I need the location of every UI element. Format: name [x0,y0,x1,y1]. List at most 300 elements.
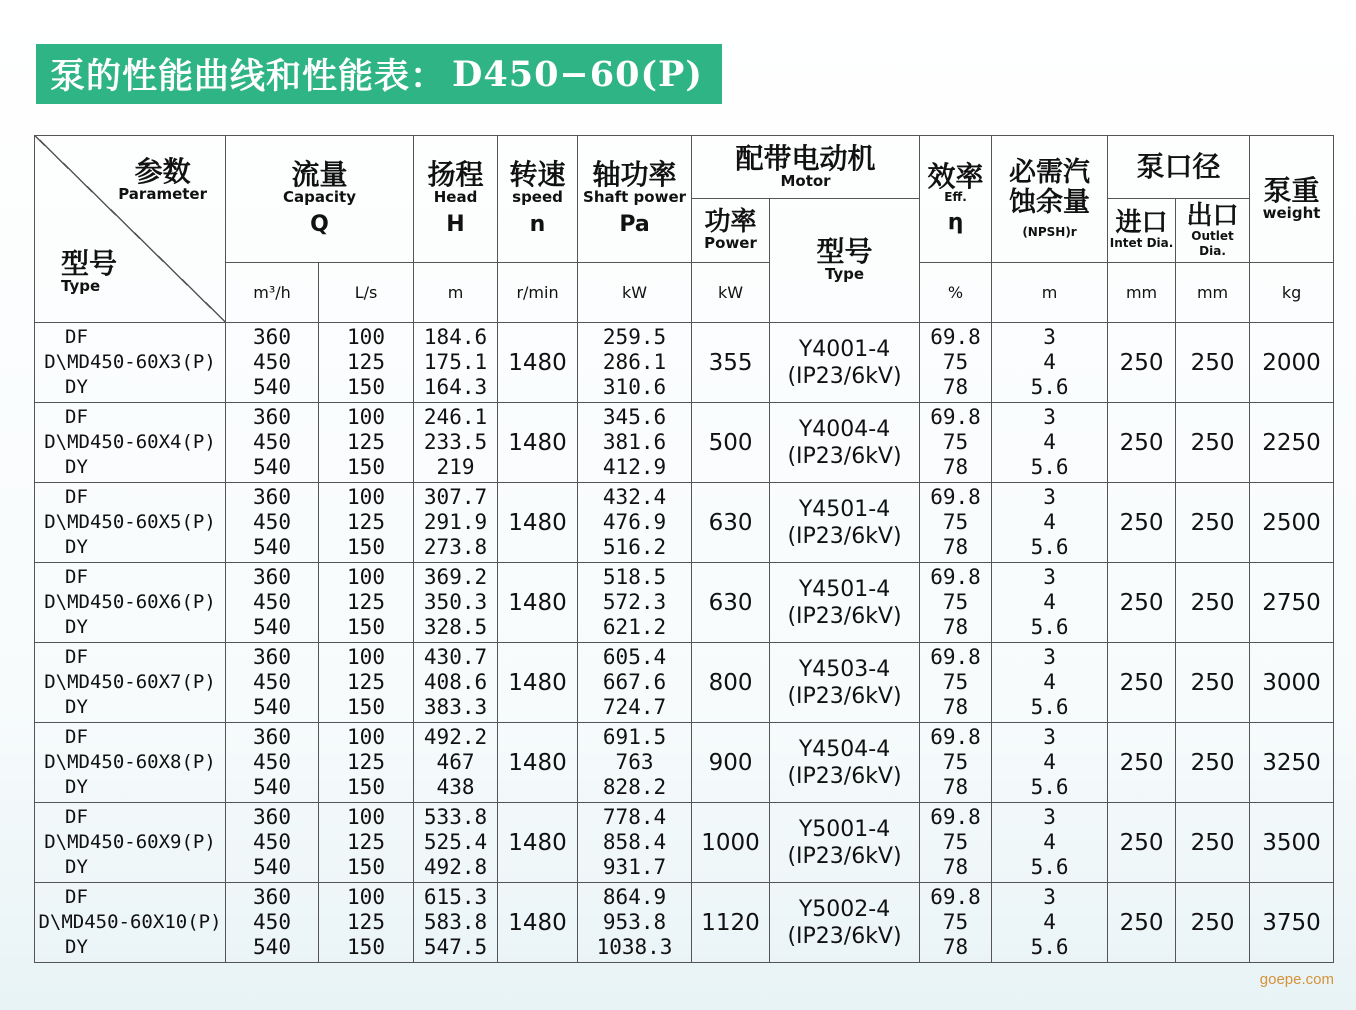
model-suffix: DY [65,696,88,718]
table-row [35,323,1334,403]
npsh-cell [992,483,1108,563]
shaft-power-cell-value: 286.1 [602,350,667,374]
motor-type: Y4503-4 [798,656,891,682]
head-cell-value: 184.6 [423,325,488,349]
flow-m3h-cell-value: 450 [253,590,291,614]
header-port-zh: 泵口径 [1136,150,1221,183]
header-shaft-power [578,136,692,263]
npsh-cell-value: 3 [1043,405,1056,429]
motor-spec: (IP23/6kV) [787,603,902,629]
efficiency-cell [920,403,992,483]
speed-cell: 1480 [498,483,578,563]
npsh-cell [992,563,1108,643]
motor-type: Y4001-4 [798,336,891,362]
flow-m3h-cell-value: 450 [253,830,291,854]
weight-cell: 3000 [1250,643,1334,723]
motor-spec: (IP23/6kV) [787,683,902,709]
motor-type: Y4504-4 [798,736,891,762]
efficiency-cell-value: 69.8 [930,725,981,749]
flow-ls-cell-value: 100 [347,485,385,509]
efficiency-cell-value: 78 [942,695,969,719]
npsh-cell-value: 5.6 [1030,775,1069,799]
model-cell [35,483,226,563]
weight-cell: 2000 [1250,323,1334,403]
speed-cell: 1480 [498,723,578,803]
flow-m3h-cell-value: 540 [253,855,291,879]
flow-ls-cell [319,803,414,883]
flow-m3h-cell [226,883,319,963]
shaft-power-cell [578,803,692,883]
efficiency-cell-value: 75 [942,350,969,374]
model-cell [35,563,226,643]
npsh-cell-value: 3 [1043,805,1056,829]
model-suffix: DY [65,536,88,558]
speed-cell: 1480 [498,643,578,723]
shaft-power-cell-value: 516.2 [602,535,667,559]
head-cell-value: 219 [436,455,475,479]
header-motor [692,136,920,199]
flow-m3h-cell-value: 360 [253,645,291,669]
motor-power-cell: 355 [692,323,770,403]
motor-type: Y5002-4 [798,896,891,922]
outlet-cell: 250 [1176,723,1250,803]
flow-m3h-cell-value: 540 [253,615,291,639]
npsh-cell-value: 3 [1043,565,1056,589]
title-model-code: D450−60(P) [452,53,703,95]
efficiency-cell [920,803,992,883]
model-suffix: DY [65,376,88,398]
flow-m3h-cell [226,803,319,883]
speed-cell: 1480 [498,563,578,643]
watermark: goepe.com [1259,971,1334,988]
flow-ls-cell-value: 100 [347,885,385,909]
shaft-power-cell-value: 724.7 [602,695,667,719]
unit-npsh: m [992,263,1108,323]
efficiency-cell-value: 69.8 [930,565,981,589]
unit-shaft: kW [578,263,692,323]
npsh-cell-value: 4 [1043,590,1056,614]
head-cell [414,323,498,403]
outlet-cell: 250 [1176,483,1250,563]
flow-ls-cell-value: 150 [347,695,385,719]
flow-m3h-cell-value: 360 [253,325,291,349]
head-cell-value: 164.3 [423,375,488,399]
model-cell [35,803,226,883]
flow-m3h-cell [226,723,319,803]
flow-ls-cell-value: 125 [347,430,385,454]
flow-m3h-cell-value: 360 [253,405,291,429]
head-cell-value: 291.9 [423,510,488,534]
header-mtype-en: Type [824,265,865,284]
flow-ls-cell-value: 100 [347,725,385,749]
header-inlet-zh: 进口 [1115,208,1168,239]
flow-m3h-cell-value: 540 [253,375,291,399]
motor-power-cell: 500 [692,403,770,483]
header-speed-zh: 转速 [509,158,566,192]
motor-spec: (IP23/6kV) [787,443,902,469]
head-cell [414,883,498,963]
flow-m3h-cell [226,563,319,643]
unit-outlet: mm [1176,263,1250,323]
head-cell-value: 273.8 [423,535,488,559]
weight-cell: 2750 [1250,563,1334,643]
header-eff-zh: 效率 [927,159,984,193]
shaft-power-cell [578,323,692,403]
inlet-cell: 250 [1108,723,1176,803]
header-efficiency [920,136,992,263]
efficiency-cell-value: 75 [942,670,969,694]
flow-m3h-cell-value: 540 [253,775,291,799]
efficiency-cell-value: 75 [942,910,969,934]
shaft-power-cell-value: 310.6 [602,375,667,399]
model-name: D\MD450-60X4(P) [44,431,216,453]
motor-spec: (IP23/6kV) [787,923,902,949]
efficiency-cell [920,723,992,803]
efficiency-cell [920,323,992,403]
model-cell [35,323,226,403]
header-outlet [1176,199,1250,263]
shaft-power-cell-value: 667.6 [602,670,667,694]
flow-m3h-cell-value: 450 [253,750,291,774]
head-cell-value: 175.1 [423,350,488,374]
inlet-cell: 250 [1108,883,1176,963]
shaft-power-cell-value: 259.5 [602,325,667,349]
motor-type-cell [770,563,920,643]
model-prefix: DF [65,886,88,908]
motor-type-cell [770,883,920,963]
head-cell-value: 430.7 [423,645,488,669]
flow-m3h-cell [226,483,319,563]
header-motor-zh: 配带电动机 [735,141,876,175]
table-row [35,803,1334,883]
shaft-power-cell-value: 778.4 [602,805,667,829]
header-npsh [992,136,1108,263]
header-eff-en: Eff. [944,189,967,204]
header-speed-en: speed [512,188,563,207]
shaft-power-cell [578,723,692,803]
header-power-en: Power [704,234,757,253]
motor-spec: (IP23/6kV) [787,363,902,389]
header-head-en: Head [433,188,478,207]
flow-ls-cell-value: 125 [347,830,385,854]
title-zh: 泵的性能曲线和性能表： [50,56,447,97]
efficiency-cell-value: 78 [942,535,969,559]
header-flow-en: Capacity [283,188,356,207]
flow-ls-cell-value: 125 [347,910,385,934]
model-prefix: DF [65,806,88,828]
model-suffix: DY [65,456,88,478]
npsh-cell [992,403,1108,483]
shaft-power-cell-value: 691.5 [602,725,667,749]
unit-speed: r/min [498,263,578,323]
head-cell-value: 328.5 [423,615,488,639]
npsh-cell-value: 5.6 [1030,695,1069,719]
motor-type-cell [770,483,920,563]
motor-type-cell [770,323,920,403]
header-type-zh: 型号 [61,246,118,280]
efficiency-cell [920,563,992,643]
head-cell-value: 615.3 [423,885,488,909]
head-cell-value: 233.5 [423,430,488,454]
motor-power-cell: 1000 [692,803,770,883]
flow-m3h-cell-value: 450 [253,350,291,374]
unit-flow-m3h: m³/h [226,263,319,323]
head-cell [414,723,498,803]
table-row [35,723,1334,803]
flow-ls-cell-value: 100 [347,565,385,589]
efficiency-cell-value: 78 [942,775,969,799]
motor-type: Y4004-4 [798,416,891,442]
motor-type-cell [770,803,920,883]
header-type-en: Type [61,276,101,295]
shaft-power-cell-value: 931.7 [602,855,667,879]
model-prefix: DF [65,566,88,588]
flow-ls-cell [319,403,414,483]
table-row [35,403,1334,483]
efficiency-cell-value: 69.8 [930,645,981,669]
shaft-power-cell-value: 572.3 [602,590,667,614]
flow-m3h-cell-value: 540 [253,535,291,559]
head-cell-value: 307.7 [423,485,488,509]
head-cell-value: 533.8 [423,805,488,829]
shaft-power-cell-value: 476.9 [602,510,667,534]
flow-m3h-cell-value: 450 [253,510,291,534]
model-prefix: DF [65,406,88,428]
flow-ls-cell-value: 150 [347,455,385,479]
flow-ls-cell-value: 125 [347,750,385,774]
npsh-cell-value: 3 [1043,645,1056,669]
flow-m3h-cell-value: 540 [253,935,291,959]
shaft-power-cell-value: 518.5 [602,565,667,589]
npsh-cell-value: 4 [1043,670,1056,694]
head-cell [414,483,498,563]
model-suffix: DY [65,856,88,878]
efficiency-cell-value: 69.8 [930,805,981,829]
head-cell-value: 438 [436,775,475,799]
flow-m3h-cell-value: 360 [253,805,291,829]
flow-m3h-cell [226,323,319,403]
model-name: D\MD450-60X7(P) [44,671,216,693]
npsh-cell-value: 5.6 [1030,535,1069,559]
shaft-power-cell-value: 605.4 [602,645,667,669]
inlet-cell: 250 [1108,403,1176,483]
shaft-power-cell-value: 432.4 [602,485,667,509]
table-row [35,883,1334,963]
npsh-cell [992,643,1108,723]
npsh-cell [992,323,1108,403]
model-prefix: DF [65,486,88,508]
inlet-cell: 250 [1108,483,1176,563]
shaft-power-cell-value: 621.2 [602,615,667,639]
efficiency-cell-value: 78 [942,375,969,399]
motor-power-cell: 800 [692,643,770,723]
header-param-zh: 参数 [134,155,191,188]
weight-cell: 3500 [1250,803,1334,883]
flow-ls-cell-value: 150 [347,935,385,959]
header-weight [1250,136,1334,263]
flow-ls-cell [319,563,414,643]
speed-cell: 1480 [498,323,578,403]
header-npsh-en: (NPSH)r [1022,225,1077,240]
shaft-power-cell-value: 345.6 [602,405,667,429]
flow-m3h-cell [226,403,319,483]
header-inlet-en: Intet Dia. [1109,236,1174,251]
flow-ls-cell-value: 125 [347,590,385,614]
motor-spec: (IP23/6kV) [787,843,902,869]
head-cell-value: 408.6 [423,670,488,694]
npsh-cell-value: 4 [1043,830,1056,854]
flow-ls-cell-value: 125 [347,350,385,374]
outlet-cell: 250 [1176,883,1250,963]
header-speed [498,136,578,263]
model-suffix: DY [65,776,88,798]
efficiency-cell [920,883,992,963]
head-cell-value: 246.1 [423,405,488,429]
flow-m3h-cell-value: 360 [253,485,291,509]
shaft-power-cell [578,883,692,963]
flow-m3h-cell-value: 450 [253,670,291,694]
motor-type: Y5001-4 [798,816,891,842]
inlet-cell: 250 [1108,563,1176,643]
npsh-cell-value: 5.6 [1030,615,1069,639]
npsh-cell [992,723,1108,803]
outlet-cell: 250 [1176,563,1250,643]
shaft-power-cell-value: 864.9 [602,885,667,909]
table-row [35,483,1334,563]
flow-m3h-cell-value: 540 [253,455,291,479]
npsh-cell-value: 5.6 [1030,375,1069,399]
shaft-power-cell [578,483,692,563]
efficiency-cell [920,643,992,723]
model-cell [35,883,226,963]
shaft-power-cell-value: 858.4 [602,830,667,854]
motor-power-cell: 630 [692,563,770,643]
flow-ls-cell [319,483,414,563]
efficiency-cell-value: 78 [942,855,969,879]
npsh-cell-value: 4 [1043,750,1056,774]
unit-inlet: mm [1108,263,1176,323]
header-power [692,199,770,263]
header-shaft-sym: Pa [619,211,650,237]
model-name: D\MD450-60X9(P) [44,831,216,853]
npsh-cell [992,883,1108,963]
header-outlet-en: Outlet Dia. [1191,229,1234,258]
weight-cell: 3750 [1250,883,1334,963]
shaft-power-cell [578,643,692,723]
npsh-cell-value: 4 [1043,910,1056,934]
header-head-sym: H [446,211,465,237]
weight-cell: 2500 [1250,483,1334,563]
npsh-cell-value: 4 [1043,430,1056,454]
page-title [36,44,722,104]
npsh-cell-value: 3 [1043,725,1056,749]
motor-spec: (IP23/6kV) [787,523,902,549]
flow-ls-cell [319,723,414,803]
efficiency-cell-value: 78 [942,455,969,479]
head-cell-value: 369.2 [423,565,488,589]
header-head-zh: 扬程 [427,158,484,192]
performance-table [34,135,1334,963]
unit-head: m [414,263,498,323]
efficiency-cell-value: 69.8 [930,325,981,349]
unit-power: kW [692,263,770,323]
flow-ls-cell-value: 125 [347,670,385,694]
model-prefix: DF [65,726,88,748]
npsh-cell-value: 4 [1043,350,1056,374]
flow-m3h-cell-value: 450 [253,910,291,934]
header-shaft-zh: 轴功率 [592,158,677,192]
outlet-cell: 250 [1176,643,1250,723]
shaft-power-cell [578,403,692,483]
flow-m3h-cell-value: 360 [253,565,291,589]
header-inlet [1108,199,1176,263]
header-npsh-zh: 必需汽蚀余量 [1009,157,1091,219]
efficiency-cell-value: 75 [942,830,969,854]
npsh-cell-value: 3 [1043,485,1056,509]
header-outlet-zh: 出口 [1186,201,1239,232]
model-name: D\MD450-60X8(P) [44,751,216,773]
header-weight-zh: 泵重 [1263,173,1320,207]
efficiency-cell [920,483,992,563]
motor-power-cell: 630 [692,483,770,563]
flow-ls-cell-value: 100 [347,405,385,429]
table-row [35,563,1334,643]
efficiency-cell-value: 78 [942,935,969,959]
head-cell [414,643,498,723]
header-port [1108,136,1250,199]
head-cell-value: 467 [436,750,475,774]
inlet-cell: 250 [1108,643,1176,723]
flow-m3h-cell-value: 360 [253,885,291,909]
efficiency-cell-value: 75 [942,750,969,774]
model-name: D\MD450-60X6(P) [44,591,216,613]
shaft-power-cell-value: 381.6 [602,430,667,454]
model-cell [35,403,226,483]
npsh-cell-value: 4 [1043,510,1056,534]
npsh-cell-value: 5.6 [1030,935,1069,959]
model-prefix: DF [65,326,88,348]
header-eff-sym: η [947,210,964,236]
head-cell-value: 492.2 [423,725,488,749]
motor-type-cell [770,643,920,723]
outlet-cell: 250 [1176,323,1250,403]
efficiency-cell-value: 75 [942,510,969,534]
header-shaft-en: Shaft power [583,188,687,207]
npsh-cell-value: 3 [1043,885,1056,909]
motor-power-cell: 1120 [692,883,770,963]
motor-spec: (IP23/6kV) [787,763,902,789]
head-cell-value: 492.8 [423,855,488,879]
header-motor-en: Motor [780,171,831,190]
npsh-cell-value: 5.6 [1030,855,1069,879]
efficiency-cell-value: 78 [942,615,969,639]
flow-ls-cell-value: 100 [347,645,385,669]
header-head [414,136,498,263]
model-prefix: DF [65,646,88,668]
motor-type-cell [770,403,920,483]
head-cell-value: 525.4 [423,830,488,854]
flow-ls-cell-value: 150 [347,615,385,639]
header-motor-type [770,199,920,323]
efficiency-cell-value: 75 [942,430,969,454]
model-name: D\MD450-60X5(P) [44,511,216,533]
speed-cell: 1480 [498,803,578,883]
shaft-power-cell-value: 828.2 [602,775,667,799]
flow-ls-cell-value: 100 [347,805,385,829]
flow-ls-cell-value: 125 [347,510,385,534]
header-mtype-zh: 型号 [816,235,873,269]
model-name: D\MD450-60X10(P) [38,911,222,933]
